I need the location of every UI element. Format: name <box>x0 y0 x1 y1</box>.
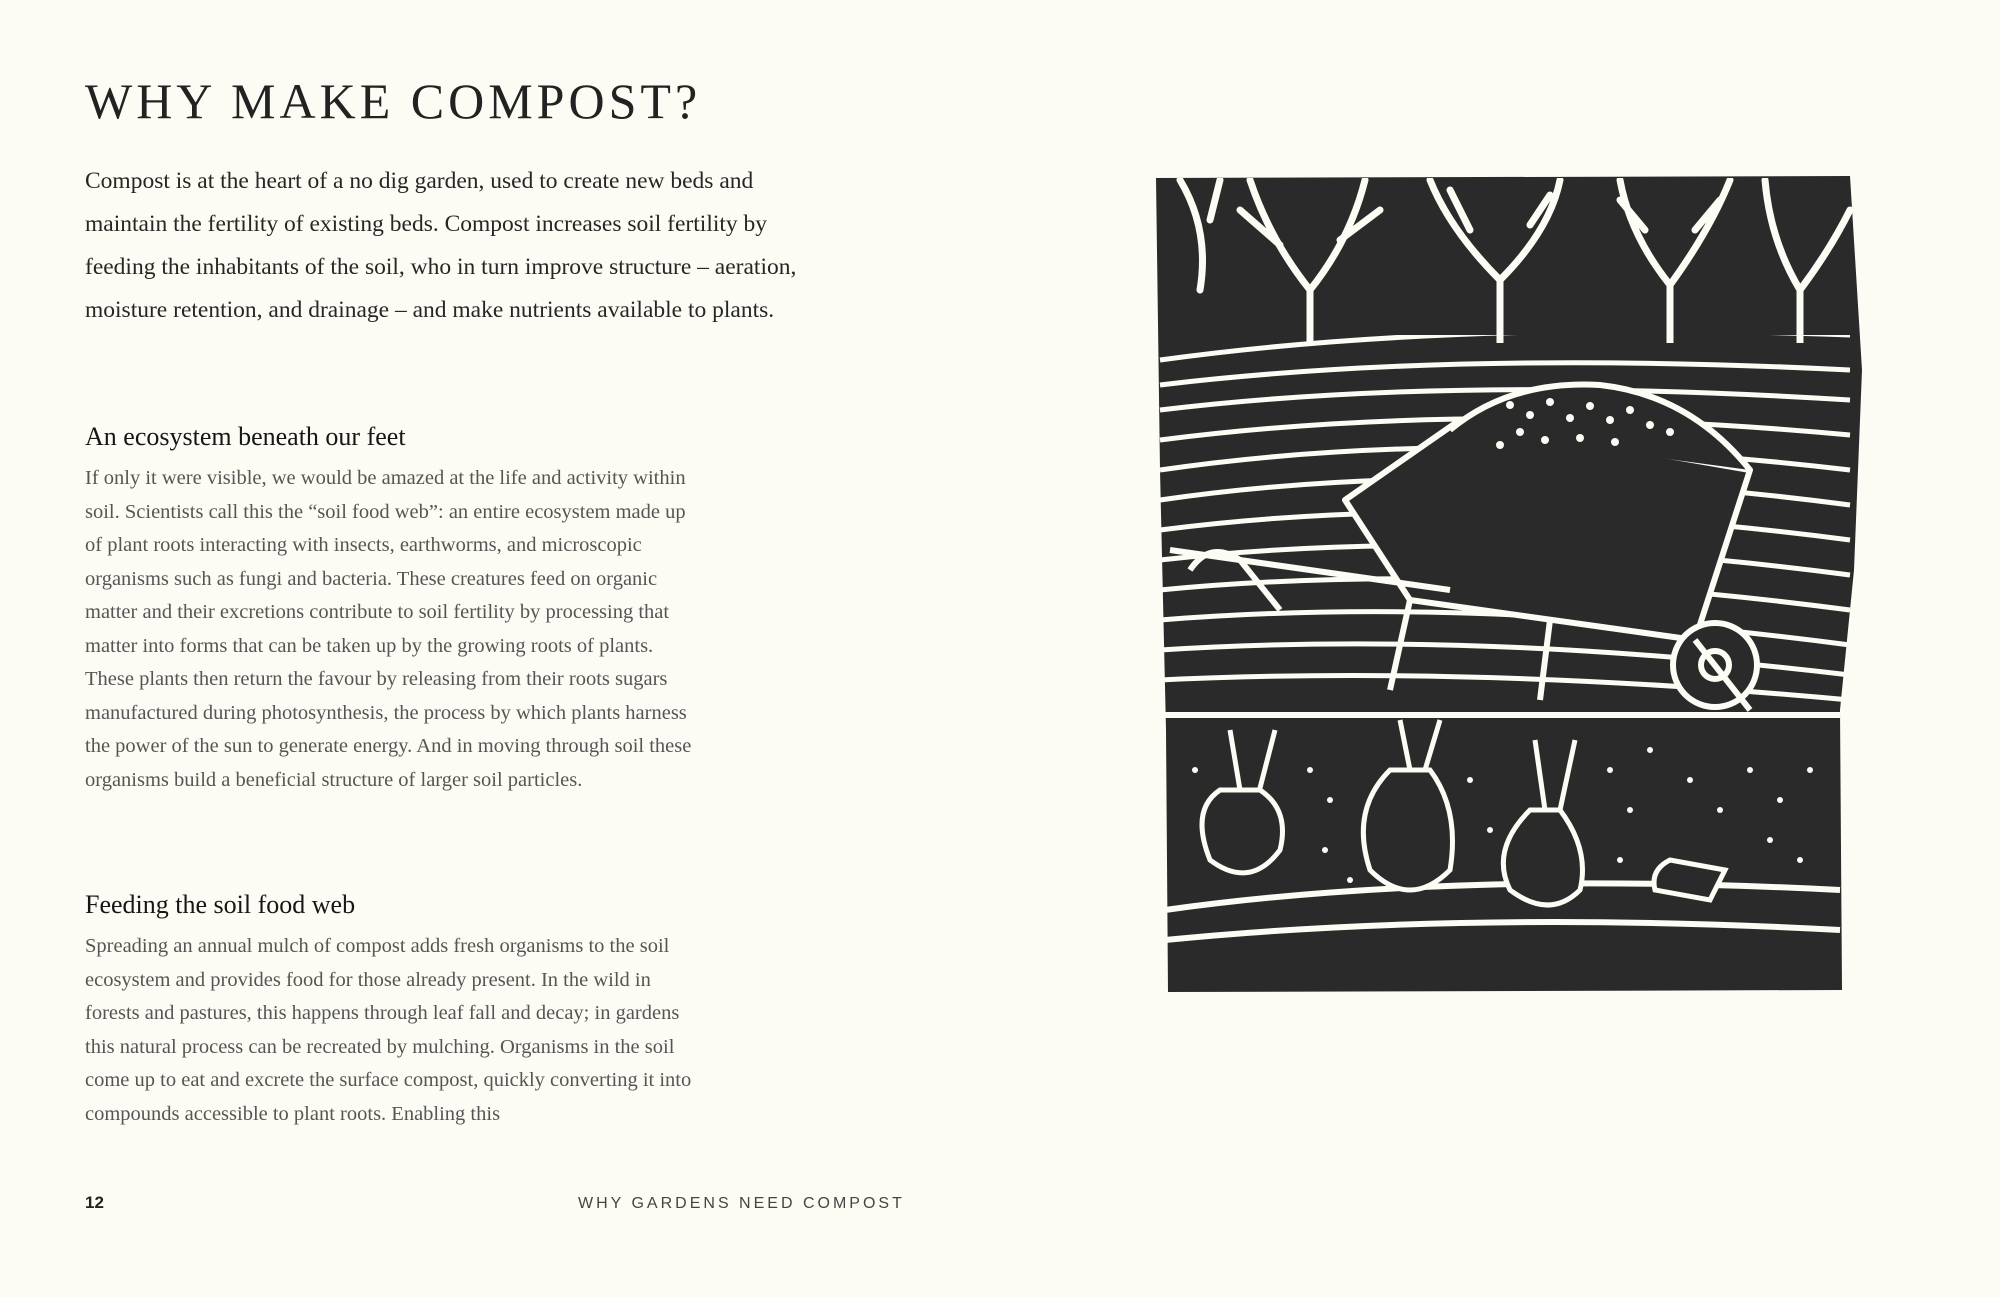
section-body-feeding: Spreading an annual mulch of compost adds fresh organisms to the soil ecosystem and provides food for those already present. In the wild in forests and pastures, this happens through leaf fall and decay; in gardens this natural process can be recreated by mulching. Organisms in the soil come up to eat and excrete the surface compost, quickly converting it into compounds accessible to plant roots. Enabling this <box>85 935 692 1125</box>
page-number: 12 <box>85 1193 104 1212</box>
section-heading-ecosystem: An ecosystem beneath our feet <box>85 422 406 451</box>
wheelbarrow-linocut-illustration <box>1150 170 1870 1020</box>
page-title: WHY MAKE COMPOST? <box>85 73 702 129</box>
section-heading-feeding: Feeding the soil food web <box>85 890 356 919</box>
intro-paragraph: Compost is at the heart of a no dig garden, used to create new beds and maintain the fertility of existing beds. Compost increases soil fertility by feeding the inhabitants of the soil, who in turn improve structure – aeration, moisture retention, and drainage – and make nutrients available to plants. <box>85 168 797 323</box>
section-body-ecosystem: If only it were visible, we would be amazed at the life and activity within soil. Scientists call this the “soil food web”: an entire ecosystem made up of plant roots interacting with insects, earthworms, and microscopic organisms such as fungi and bacteria. These creatures feed on organic matter and their excretions contribute to soil fertility by processing that matter into forms that can be taken up by the growing roots of plants. These plants then return the favour by releasing from their roots sugars manufactured during photosynthesis, the process by which plants harness the power of the sun to generate energy. And in moving through soil these organisms build a beneficial structure of larger soil particles. <box>85 467 692 791</box>
running-head: WHY GARDENS NEED COMPOST <box>578 1195 905 1212</box>
